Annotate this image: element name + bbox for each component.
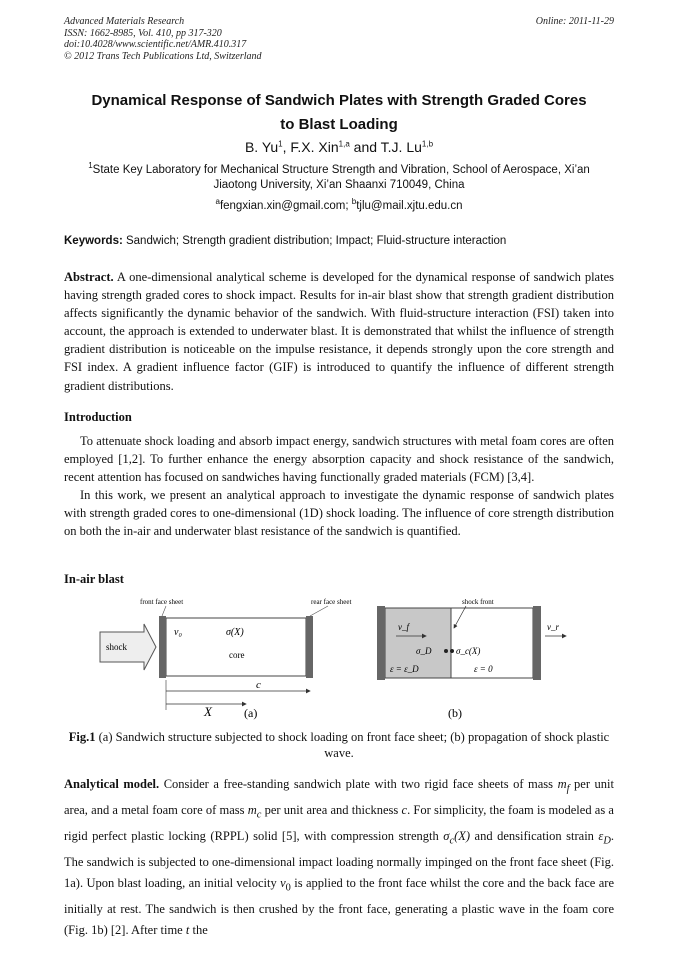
symbol-m-c-sub: c (256, 809, 262, 821)
analytical-text: . For simplicity, the foam is modeled as a rigid perfect plastic locking (RPPL) solid [5], with compression strength (64, 803, 614, 844)
journal-header (64, 16, 262, 62)
introduction-paragraph-2: In this work, we present an analytical approach to investigate the dynamic response of sandwich plates with strength graded cores to one-dimensional (1D) shock loading. The influence of core strength distribution on both the in-air and underwater blast resistance of the sandwich is quantified. (64, 488, 614, 539)
sigma-x-label: σ(X) (226, 627, 244, 638)
keywords-label: Keywords: (64, 235, 123, 247)
front-face-leader (162, 606, 166, 616)
email-a[interactable]: fengxian.xin@gmail.com (219, 200, 346, 212)
title-line-1: Dynamical Response of Sandwich Plates with Strength Graded Cores (91, 92, 587, 109)
caption-label: Fig.1 (68, 730, 96, 744)
rear-face-leader (310, 606, 328, 616)
caption-text: (a) Sandwich structure subjected to shock loading on front face sheet; (b) propagation of shock plastic wave. (95, 730, 610, 760)
in-air-blast-heading: In-air blast (64, 572, 124, 586)
figure-panel-a (100, 598, 351, 720)
stress-point-right (450, 649, 454, 653)
core-label: core (229, 650, 245, 660)
panel-a-label: (a) (244, 706, 258, 720)
abstract (64, 268, 614, 395)
rear-face-sheet (306, 616, 313, 678)
doi-line: doi:10.4028/www.scientific.net/AMR.410.317 (64, 39, 247, 50)
keywords (64, 234, 614, 249)
keywords-text: Sandwich; Strength gradient distribution; Impact; Fluid-structure interaction (122, 235, 507, 247)
author-separator: , (282, 139, 291, 155)
journal-name: Advanced Materials Research (64, 16, 185, 27)
symbol-m-f-sub: f (566, 783, 570, 795)
analytical-text: per unit area and thickness (261, 803, 402, 818)
sigma-c-label: σ_c(X) (456, 646, 481, 656)
author-separator: and (349, 139, 381, 155)
analytical-text: Consider a free-standing sandwich plate with two rigid face sheets of mass (159, 777, 558, 791)
x-label: X (204, 704, 212, 719)
symbol-sigma-arg: (X) (454, 829, 471, 844)
abstract-label: Abstract. (64, 270, 114, 284)
front-face-sheet (159, 616, 166, 678)
analytical-text: is applied to the front face whilst the core and the back face are initially at rest. The sandwich is then crushed by the front face, generating a plastic wave in the foam core (Fig. 1b) [2]. After time (64, 875, 614, 937)
symbol-sigma-sub: c (449, 835, 455, 847)
symbol-t: t (185, 922, 190, 937)
introduction-heading: Introduction (64, 410, 132, 424)
affiliation-line-2: Jiaotong University, Xi’an Shaanxi 710049, China (213, 179, 465, 191)
symbol-c: c (401, 803, 408, 818)
author-1-affil: 1 (278, 139, 283, 149)
abstract-text: A one-dimensional analytical scheme is developed for the dynamical response of sandwich plates having strength graded cores to shock impact. Results for in-air blast show that strength gradient distribution affects significantly the dynamic behavior of the sandwich. With fluid-structure interaction (FSI) taken into account, the approach is extended to underwater blast. It is demonstrated that whilst the influence of strength gradient distribution is noticeable on the impulse resistance, it depends strongly upon the core strength and FSI index. A gradient influence factor (GIF) is introduced to quantify the influence of different strength gradient distributions. (64, 270, 614, 393)
panel-b-label: (b) (448, 706, 462, 720)
email-separator: ; (345, 200, 352, 212)
affiliation (64, 163, 614, 193)
copyright-line: © 2012 Trans Tech Publications Ltd, Switzerland (64, 50, 262, 62)
symbol-v-sub: 0 (285, 882, 291, 894)
issn-line: ISSN: 1662-8985, Vol. 410, pp 317-320 (64, 27, 222, 39)
symbol-sigma: σ (443, 829, 450, 844)
author-2-affil: 1,a (338, 139, 350, 149)
symbol-m-f: m (557, 777, 567, 791)
email-b[interactable]: tjlu@mail.xjtu.edu.cn (356, 200, 463, 212)
author-2: F.X. Xin (290, 139, 339, 155)
author-3-affil: 1,b (421, 139, 434, 149)
figure-caption (64, 729, 614, 761)
symbol-m-c: m (247, 803, 257, 818)
front-face-sheet-b (377, 606, 385, 680)
shock-label: shock (106, 642, 127, 652)
analytical-model-paragraph (64, 774, 614, 940)
author-list (64, 138, 614, 156)
affiliation-line-1: State Key Laboratory for Mechanical Structure Strength and Vibration, School of Aerospace, Xi’an (92, 164, 590, 176)
author-1: B. Yu (244, 139, 279, 155)
figure-panel-b (377, 598, 566, 720)
stress-point-left (444, 649, 448, 653)
paper-title (64, 89, 614, 137)
rear-face-sheet-b (533, 606, 541, 680)
c-label: c (256, 679, 261, 691)
title-line-2: to Blast Loading (280, 116, 398, 133)
sigma-d-label: σ_D (416, 646, 432, 656)
online-date: Online: 2011-11-29 (535, 16, 614, 27)
eps-0-label: ε = 0 (474, 664, 493, 674)
email-marker-a: a (215, 197, 220, 207)
analytical-text: the (189, 922, 208, 937)
affiliation-marker: 1 (88, 161, 93, 171)
analytical-text: . The sandwich is subjected to one-dimensional impact loading normally impinged on the front face sheet (Fig. 1a). Upon blast loading, an initial velocity (64, 829, 614, 890)
vf-label: v_f (398, 622, 409, 632)
email-line (64, 199, 614, 214)
rear-face-label: rear face sheet (311, 598, 352, 606)
symbol-eps-sub: D (603, 835, 611, 847)
vr-label: v_r (547, 622, 559, 632)
introduction-paragraph-1: To attenuate shock loading and absorb impact energy, sandwich structures with metal foam cores are often employed [1,2]. To further enhance the energy absorption capacity and shock resistance of the sandwich, recent attention has focused on sandwiches having functionally graded materials (FCM) [3,4]. (64, 434, 614, 485)
shock-front-label: shock front (462, 598, 494, 606)
eps-d-label: ε = ε_D (390, 664, 419, 674)
author-3: T.J. Lu (380, 139, 422, 155)
symbol-eps: ε (598, 829, 604, 844)
front-face-label: front face sheet (140, 598, 184, 606)
symbol-v: v (280, 875, 286, 890)
analytical-model-label: Analytical model. (64, 777, 160, 791)
v0-label: v₀ (174, 627, 182, 638)
introduction-body (64, 432, 614, 541)
email-marker-b: b (351, 197, 357, 207)
analytical-text: per unit area, and a metal foam core of mass (64, 777, 614, 818)
figure-1 (96, 594, 616, 724)
analytical-text: and densification strain (470, 829, 599, 844)
